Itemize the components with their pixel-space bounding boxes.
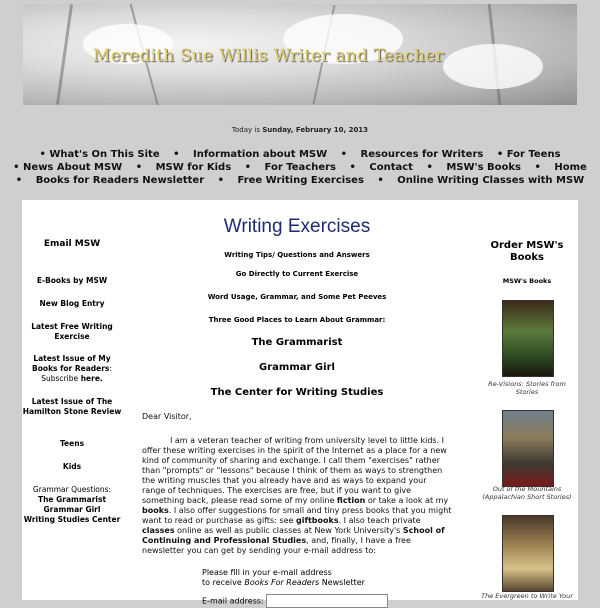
nav-link-information[interactable]: Information about MSW — [192, 149, 328, 160]
order-books-heading[interactable]: Order MSW's Books — [490, 240, 564, 263]
nav-link-newsletter[interactable]: Books for Readers Newsletter — [35, 175, 205, 186]
signup-suffix: Newsletter — [319, 578, 365, 587]
intro-text-3: . I also offer suggestions for small and tiny press books that you might want to read or purchase as gifts: see — [142, 506, 452, 525]
sidebar-link-latest-issue[interactable] — [22, 354, 122, 384]
top-navigation — [0, 148, 600, 187]
book-caption-out-of-the-mountains[interactable]: Out of the Mountains (Appalachian Short Stories) — [482, 485, 572, 501]
page-title: Writing Exercises — [223, 216, 371, 237]
latest-issue-text: Latest Issue of My Books for Readers — [32, 354, 111, 373]
grammar-places-heading: Three Good Places to Learn About Grammar: — [208, 316, 386, 324]
link-writing-studies[interactable]: The Center for Writing Studies — [210, 387, 384, 398]
intro-text-1: I am a veteran teacher of writing from university level to little kids. I offer these writing exercises in the spirit of the Internet as a place for a new kind of community of sharing and exchange. I call them "exercises" rather than "prompts" or "lessons" because I think of them as ways to strengthen the writing muscles that you already have and as ways to expand your range of techniques. The exercises are free, but if you want to give something back, please read some of my online — [142, 436, 447, 505]
book-caption-revisions[interactable]: Re-Visions: Stories from Stories — [488, 380, 566, 396]
email-signup-row — [202, 594, 388, 608]
nav-row-2 — [0, 161, 600, 174]
nav-separator: • — [135, 162, 143, 173]
nav-separator: • — [217, 175, 225, 186]
intro-text-2: or take a look at my — [365, 496, 449, 505]
nav-separator: • — [426, 162, 433, 173]
sidebar-link-hamilton[interactable]: Latest Issue of The Hamilton Stone Review — [22, 397, 122, 416]
sidebar-link-email[interactable]: Email MSW — [43, 239, 101, 249]
nav-row-3 — [0, 174, 600, 187]
nav-separator: • — [349, 162, 356, 173]
sidebar-link-latest-exercise[interactable]: Latest Free Writing Exercise — [31, 322, 113, 341]
intro-text-4: . I also teach private — [338, 516, 421, 525]
nav-link-books[interactable]: MSW's Books — [446, 162, 521, 173]
signup-line-2 — [202, 578, 432, 588]
banner-snow — [443, 44, 543, 89]
nav-link-contact[interactable]: Contact — [369, 162, 413, 173]
intro-text-6: , and, finally, I have a free newsletter you can get by sending your e-mail address to: — [142, 536, 411, 555]
nav-link-kids[interactable]: MSW for Kids — [155, 162, 232, 173]
nav-link-free-exercises[interactable]: Free Writing Exercises — [237, 175, 364, 186]
nyu-scps-link[interactable]: School of Continuing and Professional Studies — [142, 526, 445, 545]
link-current-exercise[interactable]: Go Directly to Current Exercise — [235, 270, 359, 278]
giftbooks-link[interactable]: giftbooks — [296, 516, 339, 525]
nav-link-resources[interactable]: Resources for Writers — [360, 149, 484, 160]
subscribe-text: : Subscribe — [41, 364, 112, 383]
subscribe-here-link[interactable]: here. — [80, 374, 103, 383]
nav-separator: • — [340, 149, 348, 160]
intro-text-5: online as well as public classes at New York University's — [174, 526, 403, 535]
nav-separator: • — [377, 175, 384, 186]
intro-paragraph — [142, 436, 452, 556]
link-writing-tips[interactable]: Writing Tips/ Questions and Answers — [224, 251, 370, 259]
sidebar-link-grammar-girl[interactable]: Grammar Girl — [43, 505, 101, 514]
book-cover-out-of-the-mountains[interactable] — [502, 410, 554, 487]
header-banner — [23, 4, 577, 105]
email-label: E-mail address: — [202, 596, 264, 606]
signup-prefix: to receive — [202, 578, 245, 587]
link-grammarist[interactable]: The Grammarist — [251, 337, 343, 348]
site-title: Meredith Sue Willis Writer and Teacher — [93, 46, 444, 66]
content-panel — [22, 200, 578, 606]
newsletter-signup-text — [202, 568, 432, 588]
msw-books-link[interactable]: MSW's Books — [502, 277, 552, 285]
nav-link-teachers[interactable]: For Teachers — [264, 162, 336, 173]
link-word-usage[interactable]: Word Usage, Grammar, and Some Pet Peeves — [207, 293, 387, 301]
grammar-questions-label: Grammar Questions: — [32, 485, 112, 494]
book-caption-third[interactable]: The Evergreen to Write Your — [481, 592, 573, 600]
main-content — [142, 200, 452, 606]
sidebar-link-kids[interactable]: Kids — [62, 462, 82, 471]
signup-line-1: Please fill in your e-mail address — [202, 568, 332, 577]
nav-link-home[interactable]: Home — [554, 162, 587, 173]
book-cover-third[interactable] — [502, 515, 554, 592]
book-cover-revisions[interactable] — [502, 300, 554, 377]
sidebar-link-grammarist[interactable]: The Grammarist — [37, 495, 107, 504]
books-link[interactable]: books — [142, 506, 169, 515]
banner-tree-branch — [56, 4, 73, 104]
sidebar-link-writing-studies[interactable]: Writing Studies Center — [23, 515, 121, 524]
nav-separator: • — [173, 149, 180, 160]
email-input[interactable] — [266, 594, 388, 608]
greeting: Dear Visitor, — [142, 412, 192, 421]
nav-separator: • — [244, 162, 252, 173]
fiction-link[interactable]: fiction — [336, 496, 366, 505]
nav-link-online-classes[interactable]: Online Writing Classes with MSW — [397, 175, 585, 186]
date-prefix: Today is — [231, 126, 260, 134]
nav-separator: • — [15, 175, 23, 186]
nav-link-teens[interactable]: • For Teens — [496, 149, 561, 160]
sidebar-link-ebooks[interactable]: E-Books by MSW — [36, 276, 108, 285]
classes-link[interactable]: classes — [142, 526, 175, 535]
nav-separator: • — [534, 162, 541, 173]
date-value: Sunday, February 10, 2013 — [262, 126, 369, 134]
nav-row-1 — [0, 148, 600, 161]
nav-link-whats-on[interactable]: • What's On This Site — [39, 149, 160, 160]
nav-link-news[interactable]: • News About MSW — [13, 162, 123, 173]
sidebar-link-teens[interactable]: Teens — [59, 439, 85, 448]
newsletter-name: Books For Readers — [244, 578, 320, 587]
sidebar-link-blog[interactable]: New Blog Entry — [39, 299, 105, 308]
date-line — [0, 126, 600, 134]
link-grammar-girl[interactable]: Grammar Girl — [259, 362, 335, 373]
